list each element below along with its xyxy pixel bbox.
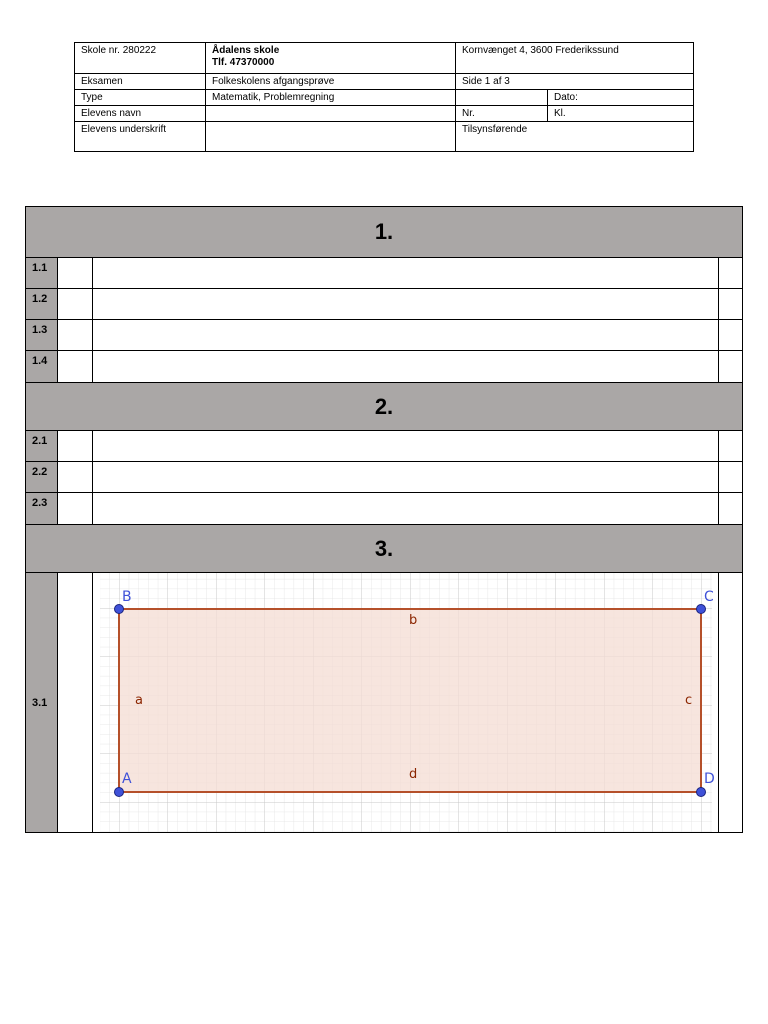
supervisor-label: Tilsynsførende [462,124,528,135]
signature-label: Elevens underskrift [81,124,167,135]
school-name-block [206,43,455,73]
type-value: Matematik, Problemregning [212,92,335,103]
student-name-label: Elevens navn [81,108,142,119]
point-b [115,605,124,614]
answer-row [26,462,742,493]
answer-row [26,431,742,462]
score-cell[interactable] [719,573,742,832]
answer-row [26,351,742,383]
page-indicator: Side 1 af 3 [462,76,510,87]
answer-table [25,206,743,833]
answer-cell[interactable] [93,320,719,350]
question-number: 1.1 [26,258,58,288]
nr-label: Nr. [462,108,475,119]
rectangle-abcd [119,609,701,792]
section-heading-2: 2. [26,383,742,431]
label-side-a: a [135,693,143,708]
answer-row [26,493,742,525]
points-cell[interactable] [58,320,93,350]
answer-row [26,258,742,289]
label-point-a: A [122,771,132,787]
score-cell[interactable] [719,431,742,461]
question-number: 1.2 [26,289,58,319]
school-name: Ådalens skole [212,45,280,56]
answer-cell[interactable] [93,289,719,319]
section-heading-3: 3. [26,525,742,573]
answer-cell[interactable] [93,493,719,524]
point-c [697,605,706,614]
points-cell[interactable] [58,573,93,832]
answer-row [26,573,742,832]
section-heading-1: 1. [26,207,742,258]
score-cell[interactable] [719,351,742,382]
rectangle-figure [93,573,717,832]
exam-header-table [74,42,694,152]
school-address: Kornvænget 4, 3600 Frederikssund [462,45,619,56]
question-number: 3.1 [26,573,58,832]
student-name-field[interactable] [206,106,455,121]
question-number: 1.3 [26,320,58,350]
point-d [697,788,706,797]
class-label: Kl. [554,108,566,119]
answer-cell[interactable] [93,258,719,288]
point-a [115,788,124,797]
exam-value: Folkeskolens afgangsprøve [212,76,335,87]
signature-field[interactable] [206,122,455,151]
date-label: Dato: [554,92,578,103]
points-cell[interactable] [58,462,93,492]
school-phone: Tlf. 47370000 [212,57,275,68]
label-side-b: b [409,613,418,628]
answer-cell[interactable] [93,431,719,461]
score-cell[interactable] [719,258,742,288]
question-number: 1.4 [26,351,58,382]
answer-row [26,320,742,351]
points-cell[interactable] [58,431,93,461]
label-point-c: C [704,589,714,605]
type-empty-cell [456,90,547,105]
label-point-b: B [122,589,132,605]
label-side-c: c [685,693,693,708]
score-cell[interactable] [719,493,742,524]
score-cell[interactable] [719,320,742,350]
type-label: Type [81,92,103,103]
answer-row [26,289,742,320]
score-cell[interactable] [719,289,742,319]
answer-cell[interactable] [93,351,719,382]
exam-label: Eksamen [81,76,123,87]
label-side-d: d [409,767,418,782]
question-number: 2.1 [26,431,58,461]
label-point-d: D [704,771,715,787]
question-number: 2.2 [26,462,58,492]
points-cell[interactable] [58,258,93,288]
answer-cell[interactable] [93,462,719,492]
points-cell[interactable] [58,351,93,382]
score-cell[interactable] [719,462,742,492]
points-cell[interactable] [58,493,93,524]
school-number: Skole nr. 280222 [81,45,157,56]
question-number: 2.3 [26,493,58,524]
points-cell[interactable] [58,289,93,319]
answer-cell-figure[interactable] [93,573,719,832]
